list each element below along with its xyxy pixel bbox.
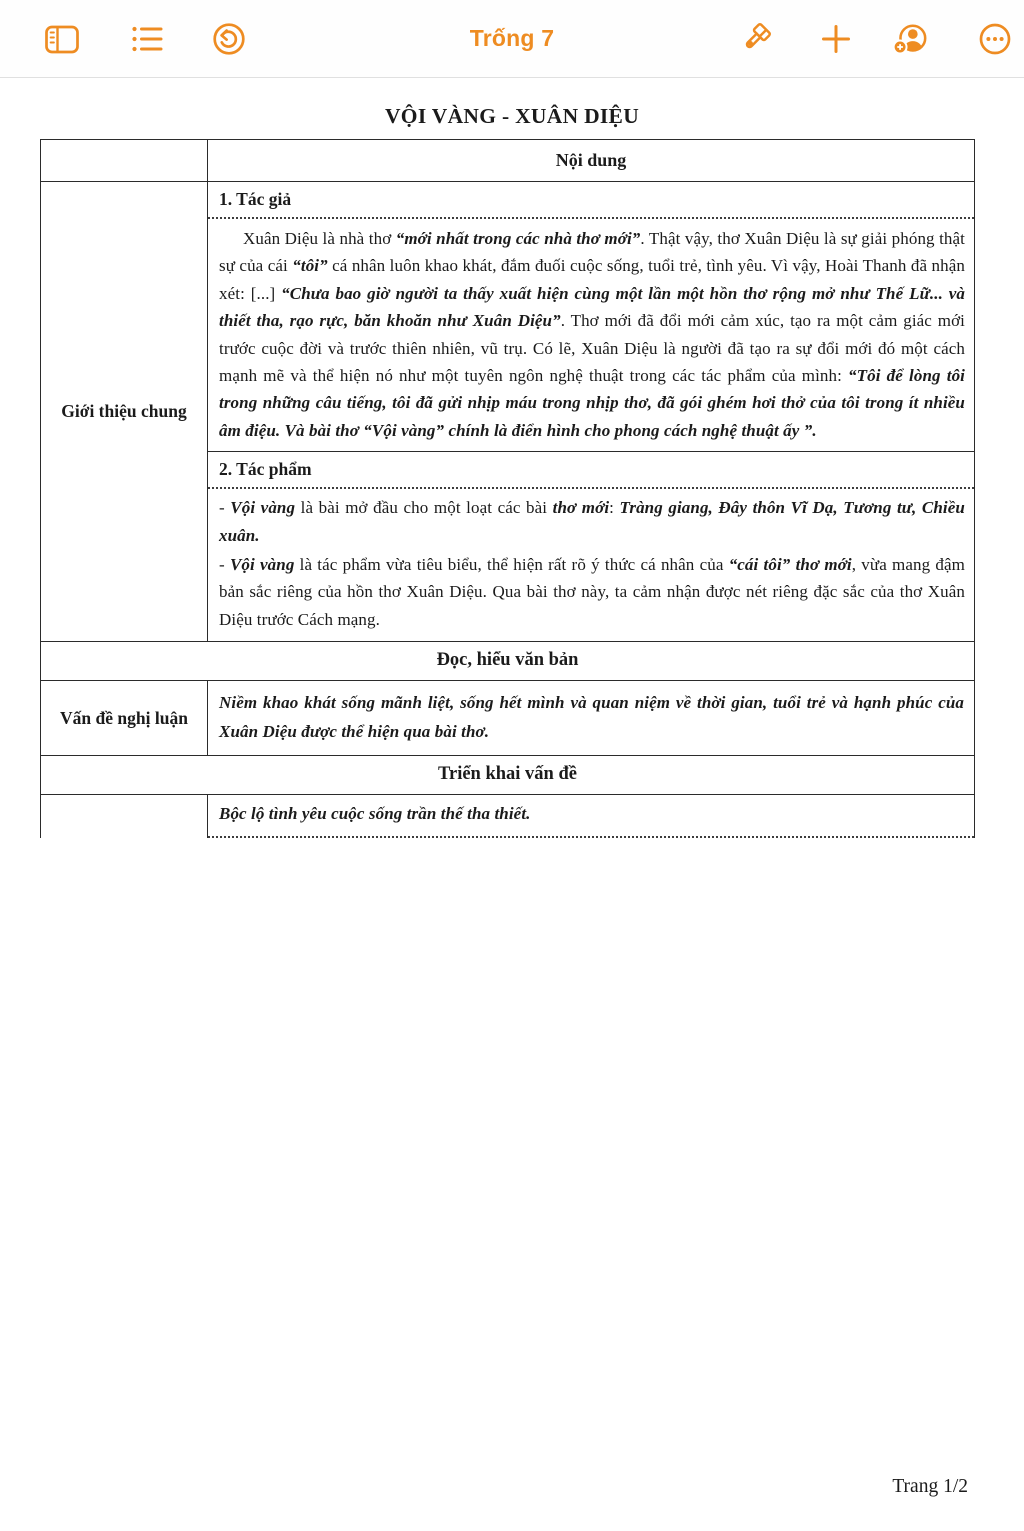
insert-plus-icon <box>816 19 856 59</box>
content-header-cell: Nội dung <box>555 150 627 170</box>
table-of-contents-icon <box>127 19 167 59</box>
section-header-doc-hieu: Đọc, hiểu văn bản <box>41 642 974 681</box>
format-brush-icon <box>735 19 775 59</box>
table-header-row <box>41 140 974 182</box>
paragraph-tac-gia: Xuân Diệu là nhà thơ “mới nhất trong các nhà thơ mới”. Thật vậy, thơ Xuân Diệu là sự giải phóng thật sự của cái “tôi” cá nhân luôn khao khát, đắm đuối cuộc sống, tuổi trẻ, tình yêu. Vì vậy, Hoài Thanh đã nhận xét: [...] “Chưa bao giờ người ta thấy xuất hiện cùng một lần một hồn thơ rộng mở như Thế Lữ... và thiết tha, rạo rực, băn khoăn như Xuân Diệu”. Thơ mới đã đổi mới cảm xúc, tạo ra một cảm giác mới trước cuộc đời và trước thiên nhiên, vũ trụ. Có lẽ, Xuân Diệu là người đã tạo ra sự đổi mới đó một cách mạnh mẽ và thể hiện nó như một tuyên ngôn nghệ thuật trong các tác phẩm của mình: “Tôi để lòng tôi trong những câu tiếng, tôi đã gửi nhịp máu trong nhịp thơ, đã gói ghém hơi thở của tôi trong ít nhiều âm điệu. Và bài thơ “Vội vàng” chính là điển hình cho phong cách nghệ thuật ấy ”. <box>219 229 966 440</box>
more-ellipsis-icon <box>975 19 1015 59</box>
paragraph-tac-pham-2: - Vội vàng là tác phẩm vừa tiêu biểu, thể hiện rất rõ ý thức cá nhân của “cái tôi” thơ mới, vừa mang đậm bản sắc riêng của hồn thơ Xuân Diệu. Qua bài thơ này, ta cảm nhận được nét riêng đặc sắc của thơ Xuân Diệu trước Cách mạng. <box>219 555 965 629</box>
table-row-van-de <box>41 681 974 756</box>
section-header-trien-khai: Triển khai vấn đề <box>41 756 974 795</box>
table-row-luan-diem-1 <box>41 795 974 838</box>
collaborate-button[interactable] <box>891 19 931 59</box>
app-toolbar <box>0 0 1024 78</box>
document-page <box>0 78 1024 1530</box>
more-options-button[interactable] <box>975 19 1015 59</box>
format-button[interactable] <box>735 19 775 59</box>
paragraph-luan-diem-1: Bộc lộ tình yêu cuộc sống trần thế tha thiết. <box>219 804 531 824</box>
sidebar-toggle-button[interactable] <box>42 19 82 59</box>
document-title: VỘI VÀNG - XUÂN DIỆU <box>384 104 640 128</box>
row-label-van-de-nghi-luan: Vấn đề nghị luận <box>41 681 208 755</box>
page-indicator: Trang 1/2 <box>892 1476 968 1497</box>
luan-diem-content-cell <box>208 795 974 838</box>
van-de-content-cell <box>208 681 974 755</box>
content-table <box>40 139 975 838</box>
sidebar-icon <box>42 19 82 59</box>
row-label-gioi-thieu-chung: Giới thiệu chung <box>41 182 208 641</box>
empty-label-cell <box>41 795 208 838</box>
heading-tac-pham: 2. Tác phẩm <box>208 451 974 489</box>
paragraph-van-de: Niềm khao khát sống mãnh liệt, sống hết mình và quan niệm về thời gian, tuổi trẻ và hạnh phúc của Xuân Diệu được thể hiện qua bài thơ. <box>219 693 964 742</box>
table-corner-cell <box>41 140 208 181</box>
gioi-thieu-content-cell <box>208 182 974 641</box>
document-name: Trống 7 <box>469 25 555 51</box>
insert-button[interactable] <box>816 19 856 59</box>
table-of-contents-button[interactable] <box>127 19 167 59</box>
undo-button[interactable] <box>209 19 249 59</box>
collaborate-icon <box>891 19 931 59</box>
table-row-gioi-thieu <box>41 182 974 642</box>
paragraph-tac-pham-1: - Vội vàng là bài mở đầu cho một loạt các bài thơ mới: Tràng giang, Đây thôn Vĩ Dạ, Tương tư, Chiều xuân. <box>219 498 965 545</box>
heading-tac-gia: 1. Tác giả <box>208 182 974 219</box>
undo-icon <box>209 19 249 59</box>
